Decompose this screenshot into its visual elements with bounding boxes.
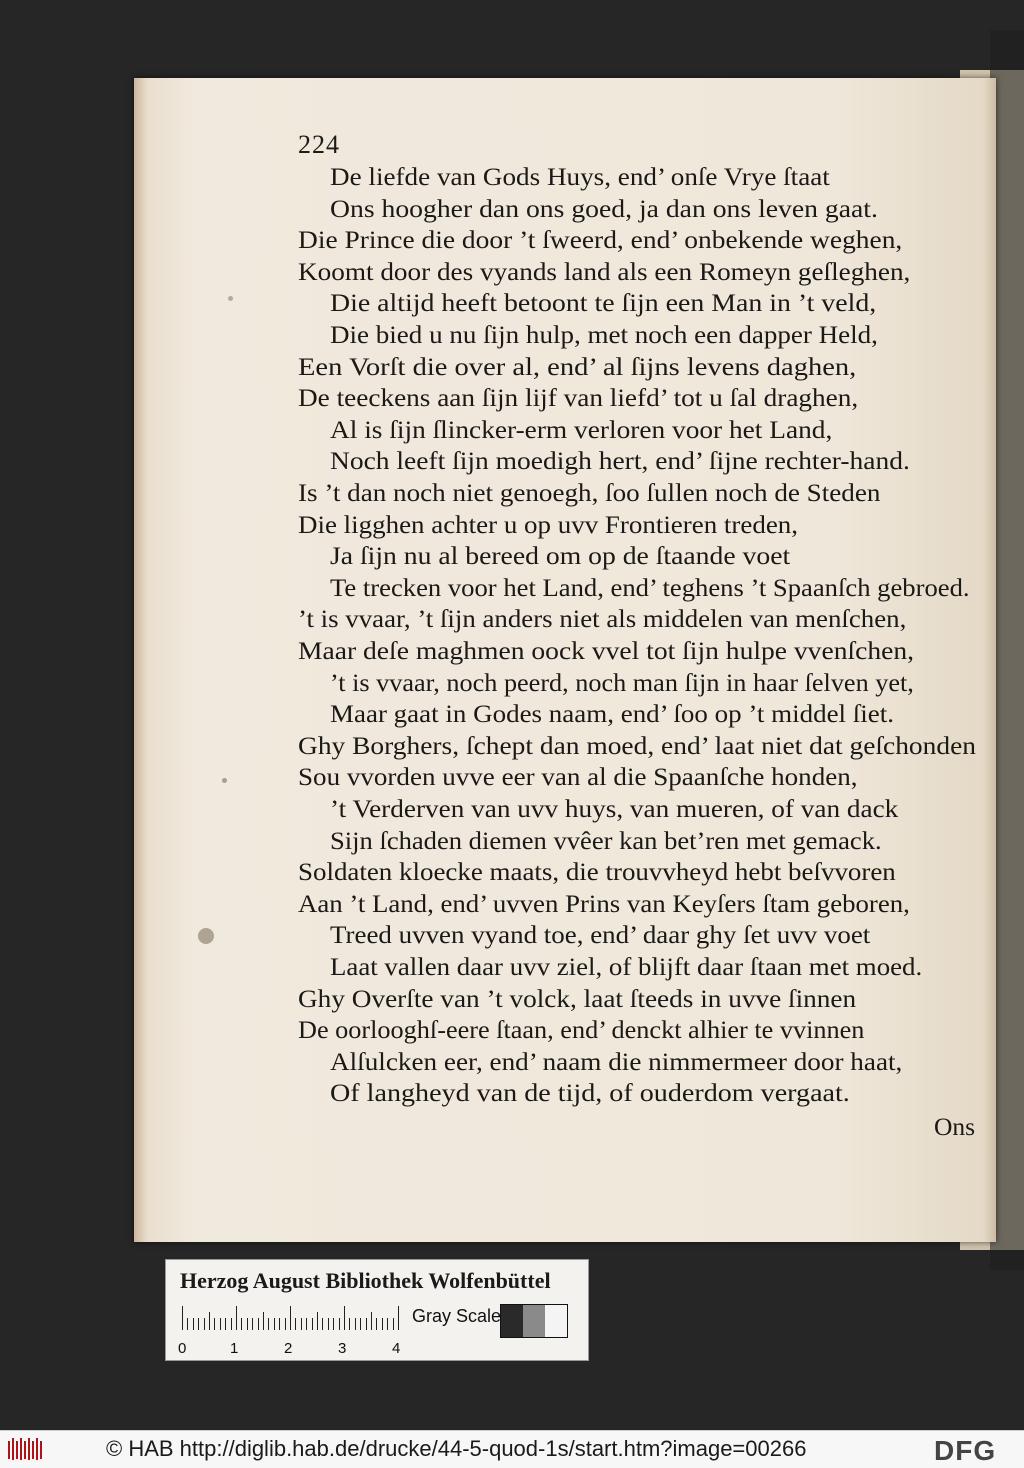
poem-line: Aan ’t Land, end’ uvven Prins van Keyſers ſtam geboren,: [298, 888, 910, 918]
ruler-tick: [214, 1318, 215, 1330]
ruler-tick: [225, 1318, 226, 1330]
page-speck: [222, 778, 227, 783]
ruler-tick: [209, 1312, 210, 1330]
ruler-tick: [344, 1306, 345, 1330]
poem-line: Sou vvorden uvve eer van al die Spaanſche honden,: [298, 762, 858, 792]
ruler-tick: [382, 1318, 383, 1330]
ruler-tick: [285, 1318, 286, 1330]
poem-line: Een Vorſt die over al, end’ al ſijns levens daghen,: [298, 351, 857, 381]
ruler-tick: [290, 1306, 291, 1330]
ruler-tick: [301, 1318, 302, 1330]
copyright-url: © HAB http://diglib.hab.de/drucke/44-5-quod-1s/start.htm?image=00266: [106, 1436, 807, 1461]
ruler-tick: [339, 1318, 340, 1330]
poem-line: Ghy Borghers, ſchept dan moed, end’ laat niet dat geſchonden: [298, 730, 976, 760]
ruler-tick: [193, 1318, 194, 1330]
gray-swatch-light: [545, 1305, 567, 1337]
ruler-tick: [355, 1318, 356, 1330]
gray-swatch-mid: [523, 1305, 545, 1337]
ruler-number: 0: [178, 1340, 187, 1357]
ruler-tick: [204, 1318, 205, 1330]
ruler-tick: [349, 1318, 350, 1330]
ruler-tick: [182, 1306, 183, 1330]
poem-line: Is ’t dan noch niet genoegh, ſoo ſullen noch de Steden: [298, 478, 881, 507]
poem-line: Of langheyd van de tijd, of ouderdom vergaat.: [330, 1078, 850, 1108]
poem-line: Treed uvven vyand toe, end’ daar ghy ſet uvv voet: [330, 920, 871, 950]
ruler-tick: [366, 1318, 367, 1330]
ruler-tick: [263, 1312, 264, 1330]
catchword: Ons: [934, 1112, 976, 1141]
poem-line: Die bied u nu ſijn hulp, met noch een dapper Held,: [330, 320, 878, 349]
page-stain: [198, 928, 214, 944]
ruler-tick: [252, 1318, 253, 1330]
ruler-tick: [376, 1318, 377, 1330]
ruler-tick: [258, 1318, 259, 1330]
ruler-tick: [241, 1318, 242, 1330]
poem-line: Ja ſijn nu al bereed om op de ſtaande voet: [330, 541, 791, 571]
poem-line: Noch leeft ſijn moedigh hert, end’ ſijne rechter-hand.: [330, 446, 910, 476]
poem-line: Koomt door des vyands land als een Romeyn geſleghen,: [298, 256, 911, 286]
hab-logo-icon: [6, 1435, 46, 1463]
poem-line: De teeckens aan ſijn lijf van liefd’ tot u ſal draghen,: [298, 383, 859, 413]
poem-line: Al is ſijn ſlincker-erm verloren voor het Land,: [330, 414, 833, 444]
gray-scale-swatches: [500, 1304, 568, 1338]
ruler-tick: [187, 1318, 188, 1330]
ruler-tick: [333, 1318, 334, 1330]
library-name: Herzog August Bibliothek Wolfenbüttel: [180, 1268, 551, 1293]
ruler-tick: [328, 1318, 329, 1330]
ruler-number: 3: [338, 1340, 347, 1357]
poem-line: Die ligghen achter u op uvv Frontieren treden,: [298, 509, 799, 539]
ruler-tick: [268, 1318, 269, 1330]
ruler-tick: [393, 1318, 394, 1330]
poem-line: ’t is vvaar, noch peerd, noch man ſijn in haar ſelven yet,: [330, 667, 914, 697]
gray-scale-label: Gray Scale: [412, 1306, 502, 1326]
dfg-logo: DFG: [934, 1435, 997, 1466]
ruler-tick: [198, 1318, 199, 1330]
page-speck: [228, 296, 233, 301]
poem-line: Te trecken voor het Land, end’ teghens ’t Spaanſch gebroed.: [330, 572, 970, 602]
ruler-tick: [312, 1318, 313, 1330]
ruler-tick: [371, 1312, 372, 1330]
poem-line: ’t is vvaar, ’t ſijn anders niet als middelen van menſchen,: [298, 604, 907, 634]
gray-swatch-dark: [501, 1305, 523, 1337]
ruler-tick: [360, 1318, 361, 1330]
page-number: 224: [298, 130, 340, 159]
poem-line: Laat vallen daar uvv ziel, of blijft daar ſtaan met moed.: [330, 952, 923, 981]
library-label-card: [165, 1259, 589, 1361]
poem-line: De oorlooghſ-eere ſtaan, end’ denckt alhier te vvinnen: [298, 1015, 865, 1045]
ruler-tick: [279, 1318, 280, 1330]
ruler-number: 1: [230, 1340, 239, 1357]
ruler-tick: [231, 1318, 232, 1330]
poem-line: Die altijd heeft betoont te ſijn een Man in ’t veld,: [330, 288, 877, 318]
poem-line: Soldaten kloecke maats, die trouvvheyd hebt beſvvoren: [298, 857, 896, 887]
poem-line: Ghy Overſte van ’t volck, laat ſteeds in uvve ſinnen: [298, 983, 857, 1013]
ruler-tick: [398, 1306, 399, 1330]
poem-line: De liefde van Gods Huys, end’ onſe Vrye ſtaat: [330, 162, 830, 191]
ruler-tick: [387, 1318, 388, 1330]
ruler-tick: [295, 1318, 296, 1330]
ruler-tick: [247, 1318, 248, 1330]
ruler-tick: [317, 1312, 318, 1330]
ruler-tick: [274, 1318, 275, 1330]
poem-line: Maar gaat in Godes naam, end’ ſoo op ’t middel ſiet.: [330, 699, 894, 729]
measurement-ruler: [182, 1306, 404, 1330]
ruler-number: 2: [284, 1340, 293, 1357]
ruler-number: 4: [392, 1340, 401, 1357]
ruler-tick: [322, 1318, 323, 1330]
poem-line: Sijn ſchaden diemen vvêer kan bet’ren met gemack.: [330, 825, 882, 855]
viewer-footer: [0, 1430, 1024, 1468]
ruler-tick: [306, 1318, 307, 1330]
poem-line: Maar deſe maghmen oock vvel tot ſijn hulpe vvenſchen,: [298, 636, 915, 665]
ruler-tick: [236, 1306, 237, 1330]
poem-line: Ons hoogher dan ons goed, ja dan ons leven gaat.: [330, 193, 878, 223]
poem-line: Die Prince die door ’t ſweerd, end’ onbekende weghen,: [298, 225, 903, 255]
poem-line: Alſulcken eer, end’ naam die nimmermeer door haat,: [330, 1046, 903, 1076]
poem-line: ’t Verderven van uvv huys, van mueren, of van dack: [330, 794, 899, 823]
ruler-tick: [220, 1318, 221, 1330]
